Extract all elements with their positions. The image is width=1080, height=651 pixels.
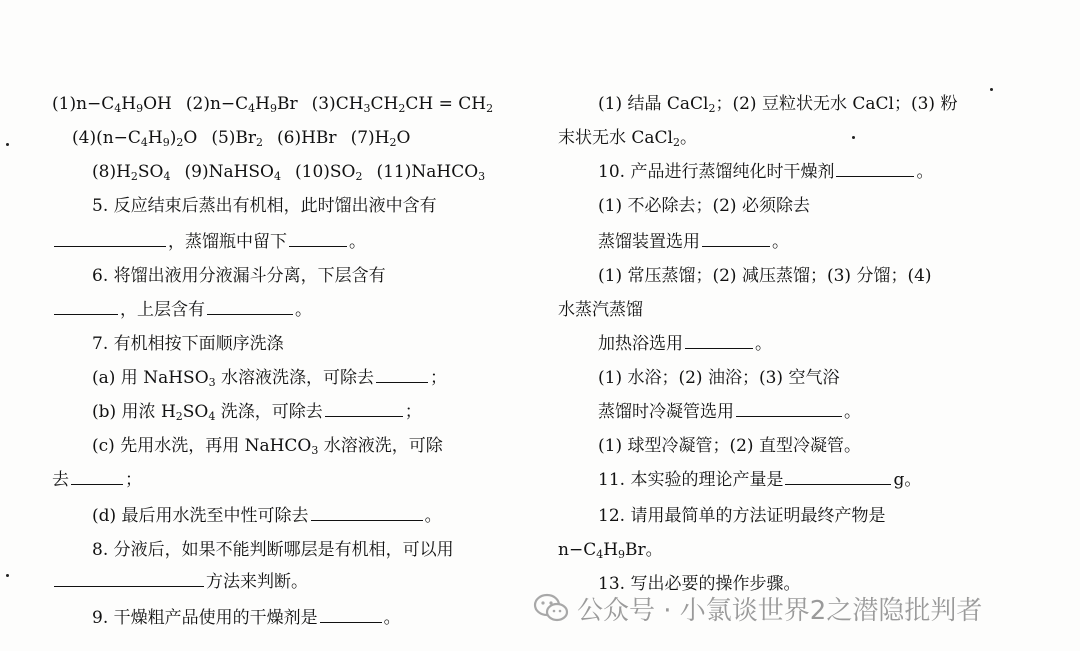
reagent-4-sub: 4 bbox=[140, 136, 148, 149]
reagent-2-part: Br bbox=[276, 94, 298, 114]
reagent-list-row-3 bbox=[92, 160, 485, 186]
reagent-9: (9)NaHSO bbox=[184, 162, 274, 182]
question-7c-end: ； bbox=[125, 470, 142, 490]
reagent-9-sub: 4 bbox=[274, 170, 281, 183]
reagent-10: (10)SO bbox=[295, 162, 356, 182]
answer-blank[interactable] bbox=[736, 400, 842, 417]
question-10-options: (1) 不必除去；(2) 必须除去 bbox=[598, 196, 810, 216]
reagent-6: (6)HBr bbox=[277, 128, 337, 148]
question-7c-line-1 bbox=[92, 434, 443, 460]
condenser-text: 蒸馏时冷凝管选用 bbox=[598, 402, 734, 422]
answer-blank[interactable] bbox=[320, 606, 382, 623]
reagent-7: (7)H bbox=[350, 128, 390, 148]
option-text: 末状无水 CaCl bbox=[558, 128, 673, 148]
question-13: 13. 写出必要的操作步骤。 bbox=[598, 574, 801, 594]
answer-blank[interactable] bbox=[54, 230, 166, 247]
reagent-2-sub: 4 bbox=[248, 102, 256, 115]
reagent-3: (3)CH bbox=[311, 94, 364, 114]
question-7a-text: 水溶液洗涤，可除去 bbox=[215, 368, 375, 388]
scan-speck bbox=[6, 574, 9, 577]
reagent-3-sub: 3 bbox=[363, 102, 371, 115]
answer-blank[interactable] bbox=[54, 570, 204, 587]
question-12-text: H bbox=[603, 540, 619, 560]
device-text: 蒸馏装置选用 bbox=[598, 232, 700, 252]
drying-agent-options-line-2 bbox=[558, 126, 697, 152]
question-7a-text: (a) 用 NaHSO bbox=[92, 368, 209, 388]
condenser-end: 。 bbox=[844, 402, 861, 422]
question-7b-text: 洗涤，可除去 bbox=[215, 402, 323, 422]
reagent-list-row-2 bbox=[72, 126, 410, 152]
answer-blank[interactable] bbox=[685, 332, 753, 349]
question-6-text: ，上层含有 bbox=[120, 300, 205, 320]
answer-blank[interactable] bbox=[325, 400, 403, 417]
bath-end: 。 bbox=[755, 334, 772, 354]
answer-blank[interactable] bbox=[207, 298, 293, 315]
condenser bbox=[598, 400, 861, 426]
question-5-text: ，蒸馏瓶中留下 bbox=[168, 232, 287, 252]
question-12-line-1: 12. 请用最简单的方法证明最终产物是 bbox=[598, 506, 886, 526]
reagent-8: (8)H bbox=[92, 162, 131, 182]
question-11-end: g。 bbox=[893, 470, 922, 490]
reagent-11-sub: 3 bbox=[478, 170, 486, 183]
reagent-7-part: O bbox=[396, 128, 411, 148]
question-7b-end: ； bbox=[404, 402, 422, 422]
reagent-4-part: ) bbox=[169, 128, 177, 148]
question-10 bbox=[598, 160, 933, 186]
reagent-4: (4)(n−C bbox=[72, 128, 141, 148]
answer-blank[interactable] bbox=[311, 504, 423, 521]
question-7c-line-2 bbox=[52, 468, 142, 494]
reagent-1-part: H bbox=[121, 94, 137, 114]
question-5-end: 。 bbox=[349, 232, 366, 252]
question-6-line-1: 6. 将馏出液用分液漏斗分离，下层含有 bbox=[92, 266, 386, 286]
wechat-watermark bbox=[533, 588, 982, 628]
question-7b-text: SO bbox=[182, 402, 209, 422]
distillation-device-options-2: 水蒸汽蒸馏 bbox=[558, 300, 643, 320]
question-7a-sub: 3 bbox=[208, 376, 216, 389]
question-6-line-2 bbox=[52, 298, 312, 324]
question-11 bbox=[598, 468, 921, 494]
reagent-3-part: CH bbox=[370, 94, 399, 114]
answer-blank[interactable] bbox=[71, 468, 123, 485]
reagent-3-sub: 2 bbox=[486, 102, 494, 115]
question-12-line-2 bbox=[558, 538, 663, 564]
question-12-text: Br。 bbox=[625, 540, 663, 560]
condenser-options: (1) 球型冷凝管；(2) 直型冷凝管。 bbox=[598, 436, 861, 456]
reagent-8-sub: 4 bbox=[163, 170, 171, 183]
reagent-list-row-1 bbox=[52, 92, 493, 118]
question-9-text: 9. 干燥粗产品使用的干燥剂是 bbox=[92, 608, 318, 628]
reagent-7-sub: 2 bbox=[389, 136, 397, 149]
question-10-end: 。 bbox=[916, 162, 934, 182]
question-7c-text: 去 bbox=[52, 470, 69, 490]
reagent-4-sub: 9 bbox=[162, 136, 170, 149]
question-7b bbox=[92, 400, 422, 426]
bath-text: 加热浴选用 bbox=[598, 334, 683, 354]
option-text: ；(2) 豆粒状无水 CaCl；(3) 粉 bbox=[715, 94, 958, 114]
scan-speck bbox=[6, 143, 9, 146]
reagent-1-sub: 9 bbox=[136, 102, 144, 115]
option-text: (1) 结晶 CaCl bbox=[598, 94, 709, 114]
question-7c-text: (c) 先用水洗，再用 NaHCO bbox=[92, 436, 312, 456]
heating-bath-options: (1) 水浴；(2) 油浴；(3) 空气浴 bbox=[598, 368, 840, 388]
question-7d-end: 。 bbox=[424, 506, 442, 526]
question-12-sub: 9 bbox=[618, 548, 626, 561]
reagent-4-part: O bbox=[183, 128, 198, 148]
drying-agent-options-line-1 bbox=[598, 92, 957, 118]
reagent-1-part: OH bbox=[143, 94, 172, 114]
question-8-text: 方法来判断。 bbox=[206, 572, 308, 592]
reagent-11: (11)NaHCO bbox=[376, 162, 479, 182]
option-sub: 2 bbox=[708, 102, 716, 115]
question-5-line-1: 5. 反应结束后蒸出有机相，此时馏出液中含有 bbox=[92, 196, 437, 216]
question-7a-end: ； bbox=[430, 368, 448, 388]
question-12-text: n−C bbox=[558, 540, 597, 560]
reagent-8-part: SO bbox=[137, 162, 164, 182]
question-7a bbox=[92, 366, 447, 392]
heating-bath bbox=[598, 332, 772, 358]
answer-blank[interactable] bbox=[836, 160, 914, 177]
reagent-1-sub: 4 bbox=[114, 102, 122, 115]
answer-blank[interactable] bbox=[289, 230, 347, 247]
reagent-2: (2)n−C bbox=[185, 94, 249, 114]
reagent-10-sub: 2 bbox=[355, 170, 363, 183]
scan-speck bbox=[852, 136, 855, 139]
answer-blank[interactable] bbox=[785, 468, 891, 485]
question-7b-sub: 4 bbox=[208, 410, 216, 423]
reagent-5: (5)Br bbox=[211, 128, 257, 148]
question-12-sub: 4 bbox=[596, 548, 604, 561]
question-11-text: 11. 本实验的理论产量是 bbox=[598, 470, 784, 490]
reagent-2-sub: 9 bbox=[269, 102, 277, 115]
reagent-3-sub: 2 bbox=[398, 102, 406, 115]
distillation-device-options: (1) 常压蒸馏；(2) 减压蒸馏；(3) 分馏；(4) bbox=[598, 266, 932, 286]
reagent-4-sub: 2 bbox=[176, 136, 184, 149]
question-8-line-1: 8. 分液后，如果不能判断哪层是有机相，可以用 bbox=[92, 540, 454, 560]
reagent-8-sub: 2 bbox=[130, 170, 138, 183]
option-text: 。 bbox=[680, 128, 697, 148]
question-7-title: 7. 有机相按下面顺序洗涤 bbox=[92, 334, 284, 354]
reagent-5-sub: 2 bbox=[256, 136, 264, 149]
question-7c-text: 水溶液洗，可除 bbox=[318, 436, 443, 456]
answer-blank[interactable] bbox=[702, 230, 770, 247]
question-6-end: 。 bbox=[295, 300, 312, 320]
wechat-icon bbox=[533, 593, 569, 623]
question-7b-text: (b) 用浓 H bbox=[92, 402, 176, 422]
right-column bbox=[540, 0, 1080, 651]
device-end: 。 bbox=[772, 232, 789, 252]
question-7b-sub: 2 bbox=[175, 410, 183, 423]
scan-speck bbox=[990, 88, 993, 91]
watermark-text: 公众号 · 小氯谈世界2之潜隐批判者 bbox=[577, 595, 983, 626]
answer-blank[interactable] bbox=[54, 298, 118, 315]
option-sub: 2 bbox=[673, 136, 680, 149]
question-7c-sub: 3 bbox=[311, 444, 319, 457]
question-9 bbox=[92, 606, 401, 632]
question-9-end: 。 bbox=[383, 608, 401, 628]
question-5-line-2 bbox=[52, 230, 366, 256]
question-8-line-2 bbox=[52, 570, 308, 596]
distillation-device bbox=[598, 230, 789, 256]
question-7d bbox=[92, 504, 442, 530]
reagent-2-part: H bbox=[255, 94, 270, 114]
question-7d-text: (d) 最后用水洗至中性可除去 bbox=[92, 506, 309, 526]
reagent-3-part: CH = CH bbox=[405, 94, 487, 114]
question-10-text: 10. 产品进行蒸馏纯化时干燥剂 bbox=[598, 162, 835, 182]
reagent-4-part: H bbox=[147, 128, 163, 148]
reagent-1: (1)n−C bbox=[52, 94, 115, 114]
answer-blank[interactable] bbox=[376, 366, 428, 383]
